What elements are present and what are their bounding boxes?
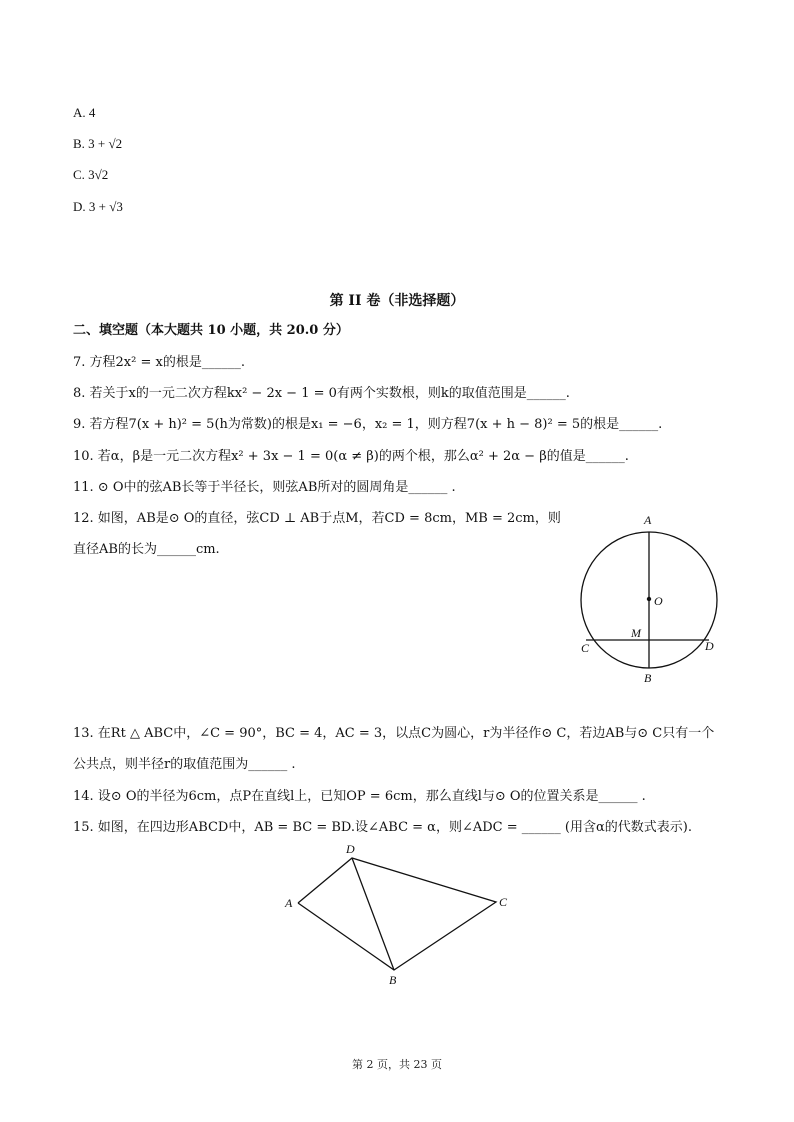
part-title: 第 II 卷（非选择题） (329, 293, 465, 309)
question-11: 11. ⊙ O中的弦AB长等于半径长，则弦AB所对的圆周角是______ . (73, 480, 456, 495)
question-10: 10. 若α，β是一元二次方程x² + 3x − 1 = 0(α ≠ β)的两个根，那么α² + 2α − β的值是______. (73, 449, 629, 464)
label-d: D (705, 639, 714, 653)
question-12-line-1: 12. 如图，AB是⊙ O的直径，弦CD ⊥ AB于点M，若CD = 8cm，MB = 2cm，则 (73, 511, 561, 526)
question-9: 9. 若方程7(x + h)² = 5(h为常数)的根是x₁ = −6，x₂ = 1，则方程7(x + h − 8)² = 5的根是______. (73, 417, 663, 432)
quadrilateral-figure (280, 838, 520, 988)
diagonal-bd (352, 858, 394, 970)
question-12-line-2: 直径AB的长为______cm. (73, 542, 220, 557)
circle-figure (570, 510, 730, 690)
label-c: C (499, 895, 508, 909)
option-c: C. 3√2 (73, 167, 109, 182)
page-footer: 第 2 页，共 23 页 (352, 1058, 442, 1071)
question-15: 15. 如图，在四边形ABCD中，AB = BC = BD.设∠ABC = α，则∠ADC = ______ (用含α的代数式表示). (73, 820, 692, 835)
center-point (647, 597, 651, 601)
label-m: M (631, 626, 641, 640)
label-a: A (285, 896, 293, 910)
option-d: D. 3 + √3 (73, 199, 123, 214)
question-13-line-1: 13. 在Rt △ ABC中，∠C = 90°，BC = 4，AC = 3，以点C为圆心，r为半径作⊙ C，若边AB与⊙ C只有一个 (73, 726, 715, 741)
label-b: B (389, 973, 397, 987)
question-7: 7. 方程2x² = x的根是______. (73, 355, 245, 370)
label-d: D (346, 842, 355, 856)
question-14: 14. 设⊙ O的半径为6cm，点P在直线l上，已知OP = 6cm，那么直线l与⊙ O的位置关系是______ . (73, 789, 646, 804)
option-b: B. 3 + √2 (73, 136, 123, 151)
label-b: B (644, 671, 652, 685)
label-o: O (654, 594, 663, 608)
label-c: C (581, 641, 590, 655)
question-13-line-2: 公共点，则半径r的取值范围为______ . (73, 757, 296, 772)
label-a: A (644, 513, 652, 527)
question-8: 8. 若关于x的一元二次方程kx² − 2x − 1 = 0有两个实数根，则k的取值范围是______. (73, 386, 570, 401)
section-title: 二、填空题（本大题共 10 小题，共 20.0 分） (73, 323, 349, 338)
option-a: A. 4 (73, 105, 96, 120)
quadrilateral-outline (298, 858, 496, 970)
